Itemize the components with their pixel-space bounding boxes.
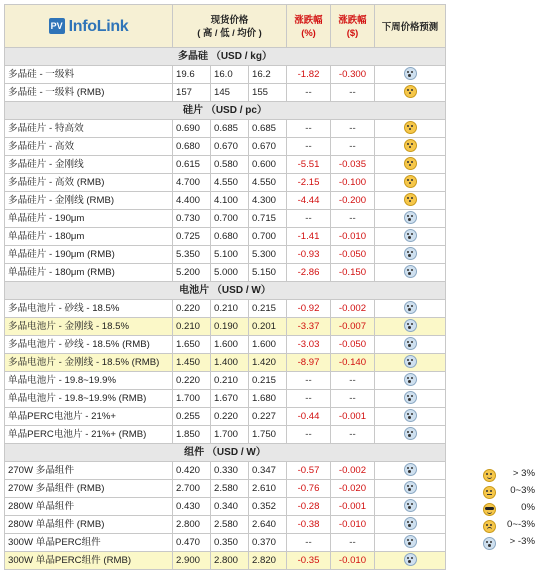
legend-label: 0% <box>521 502 535 513</box>
section-header-row <box>5 282 446 300</box>
table-row <box>5 192 446 210</box>
avg-price-cell: 1.600 <box>249 336 287 354</box>
change-pct-cell: -1.82 <box>287 66 331 84</box>
table-row <box>5 210 446 228</box>
low-price-cell: 0.670 <box>211 138 249 156</box>
forecast-cell <box>375 426 446 444</box>
low-price-cell: 0.340 <box>211 498 249 516</box>
high-price-cell: 0.730 <box>173 210 211 228</box>
forecast-cell <box>375 156 446 174</box>
avg-price-cell: 1.680 <box>249 390 287 408</box>
forecast-cell <box>375 498 446 516</box>
table-row <box>5 552 446 570</box>
scream-face-icon <box>404 391 417 404</box>
scream-face-icon <box>404 553 417 566</box>
change-pct-cell: -0.92 <box>287 300 331 318</box>
avg-price-cell: 0.685 <box>249 120 287 138</box>
product-name-cell: 单晶电池片 - 19.8~19.9% <box>5 372 173 390</box>
high-price-cell: 0.220 <box>173 300 211 318</box>
avg-price-cell: 0.600 <box>249 156 287 174</box>
change-usd-cell: -0.010 <box>331 228 375 246</box>
infolink-logo <box>8 18 169 34</box>
scream-face-icon <box>404 67 417 80</box>
forecast-cell <box>375 246 446 264</box>
high-price-cell: 1.650 <box>173 336 211 354</box>
product-name-cell: 280W 单晶组件 (RMB) <box>5 516 173 534</box>
table-row <box>5 480 446 498</box>
scream-face-icon <box>404 355 417 368</box>
smile-face-icon <box>483 469 496 482</box>
high-price-cell: 0.220 <box>173 372 211 390</box>
avg-price-cell: 4.550 <box>249 174 287 192</box>
change-pct-cell: -- <box>287 210 331 228</box>
change-pct-cell: -- <box>287 84 331 102</box>
change-usd-cell: -0.300 <box>331 66 375 84</box>
high-price-cell: 0.725 <box>173 228 211 246</box>
forecast-cell <box>375 228 446 246</box>
section-title: 电池片 （USD / W） <box>5 282 446 300</box>
scream-face-icon <box>404 517 417 530</box>
high-price-cell: 0.470 <box>173 534 211 552</box>
change-pct-cell: -3.03 <box>287 336 331 354</box>
forecast-cell <box>375 192 446 210</box>
section-title: 多晶硅 （USD / kg） <box>5 48 446 66</box>
high-price-cell: 2.800 <box>173 516 211 534</box>
low-price-cell: 0.680 <box>211 228 249 246</box>
change-usd-cell: -0.002 <box>331 300 375 318</box>
legend-label: > 3% <box>512 468 535 479</box>
section-title: 硅片 （USD / pc） <box>5 102 446 120</box>
change-pct-cell: -0.38 <box>287 516 331 534</box>
change-usd-cell: -0.200 <box>331 192 375 210</box>
change-pct-cell: -8.97 <box>287 354 331 372</box>
high-price-cell: 157 <box>173 84 211 102</box>
forecast-cell <box>375 264 446 282</box>
change-pct-cell: -3.37 <box>287 318 331 336</box>
avg-price-cell: 0.352 <box>249 498 287 516</box>
change-usd-cell: -- <box>331 534 375 552</box>
low-price-cell: 4.100 <box>211 192 249 210</box>
avg-price-cell: 0.715 <box>249 210 287 228</box>
table-row <box>5 300 446 318</box>
legend-label: 0~3% <box>510 485 535 496</box>
low-price-cell: 0.330 <box>211 462 249 480</box>
forecast-cell <box>375 210 446 228</box>
spot-price-header-line1: 现货价格 <box>210 14 249 25</box>
product-name-cell: 单晶硅片 - 190μm <box>5 210 173 228</box>
forecast-cell <box>375 462 446 480</box>
legend-label: 0~-3% <box>507 519 535 530</box>
forecast-cell <box>375 66 446 84</box>
spot-price-header-line2: ( 高 / 低 / 均价 ) <box>197 27 262 38</box>
change-usd-cell: -- <box>331 426 375 444</box>
high-price-cell: 5.200 <box>173 264 211 282</box>
low-price-cell: 4.550 <box>211 174 249 192</box>
forecast-cell <box>375 480 446 498</box>
table-header-row <box>5 5 446 48</box>
change-usd-cell: -0.010 <box>331 552 375 570</box>
change-usd-cell: -0.001 <box>331 498 375 516</box>
product-name-cell: 280W 单晶组件 <box>5 498 173 516</box>
forecast-cell <box>375 336 446 354</box>
product-name-cell: 多晶硅片 - 高效 (RMB) <box>5 174 173 192</box>
avg-price-cell: 0.670 <box>249 138 287 156</box>
change-pct-cell: -- <box>287 120 331 138</box>
table-row <box>5 390 446 408</box>
forecast-cell <box>375 372 446 390</box>
high-price-cell: 2.700 <box>173 480 211 498</box>
change-usd-cell: -- <box>331 84 375 102</box>
change-pct-cell: -- <box>287 534 331 552</box>
table-row <box>5 246 446 264</box>
product-name-cell: 多晶硅片 - 特高效 <box>5 120 173 138</box>
low-price-cell: 1.400 <box>211 354 249 372</box>
change-pct-header-line2: (%) <box>301 27 316 38</box>
forecast-cell <box>375 516 446 534</box>
product-name-cell: 270W 多晶组件 <box>5 462 173 480</box>
legend-item <box>483 500 545 517</box>
change-pct-cell: -0.35 <box>287 552 331 570</box>
change-pct-cell: -- <box>287 372 331 390</box>
forecast-header: 下周价格预测 <box>375 5 446 48</box>
product-name-cell: 单晶PERC电池片 - 21%+ <box>5 408 173 426</box>
legend-label: > -3% <box>509 536 535 547</box>
forecast-cell <box>375 354 446 372</box>
change-pct-cell: -2.86 <box>287 264 331 282</box>
avg-price-cell: 2.820 <box>249 552 287 570</box>
table-row <box>5 372 446 390</box>
low-price-cell: 2.580 <box>211 516 249 534</box>
scream-face-icon <box>404 247 417 260</box>
low-price-cell: 2.800 <box>211 552 249 570</box>
change-usd-cell: -- <box>331 372 375 390</box>
avg-price-cell: 16.2 <box>249 66 287 84</box>
avg-price-cell: 1.750 <box>249 426 287 444</box>
avg-price-cell: 0.215 <box>249 300 287 318</box>
section-header-row <box>5 48 446 66</box>
table-row <box>5 462 446 480</box>
table-row <box>5 318 446 336</box>
avg-price-cell: 0.347 <box>249 462 287 480</box>
table-row <box>5 426 446 444</box>
product-name-cell: 300W 单晶PERC组件 (RMB) <box>5 552 173 570</box>
scream-face-icon <box>404 319 417 332</box>
avg-price-cell: 0.370 <box>249 534 287 552</box>
product-name-cell: 多晶硅 - 一级料 <box>5 66 173 84</box>
change-pct-cell: -0.44 <box>287 408 331 426</box>
table-row <box>5 498 446 516</box>
change-pct-cell: -4.44 <box>287 192 331 210</box>
change-usd-cell: -0.140 <box>331 354 375 372</box>
change-pct-header <box>287 5 331 48</box>
scream-face-icon <box>404 337 417 350</box>
avg-price-cell: 155 <box>249 84 287 102</box>
change-pct-cell: -0.76 <box>287 480 331 498</box>
low-price-cell: 0.220 <box>211 408 249 426</box>
change-usd-cell: -- <box>331 120 375 138</box>
forecast-cell <box>375 300 446 318</box>
wow-face-icon <box>404 139 417 152</box>
scream-face-icon <box>483 537 496 550</box>
avg-price-cell: 0.700 <box>249 228 287 246</box>
low-price-cell: 1.700 <box>211 426 249 444</box>
table-row <box>5 354 446 372</box>
high-price-cell: 0.255 <box>173 408 211 426</box>
avg-price-cell: 4.300 <box>249 192 287 210</box>
table-row <box>5 66 446 84</box>
table-row <box>5 120 446 138</box>
low-price-cell: 1.600 <box>211 336 249 354</box>
product-name-cell: 多晶电池片 - 金刚线 - 18.5% <box>5 318 173 336</box>
avg-price-cell: 0.201 <box>249 318 287 336</box>
wow-face-icon <box>404 175 417 188</box>
change-usd-cell: -- <box>331 138 375 156</box>
high-price-cell: 1.450 <box>173 354 211 372</box>
change-usd-cell: -0.002 <box>331 462 375 480</box>
product-name-cell: 单晶电池片 - 19.8~19.9% (RMB) <box>5 390 173 408</box>
product-name-cell: 单晶硅片 - 190μm (RMB) <box>5 246 173 264</box>
avg-price-cell: 2.640 <box>249 516 287 534</box>
logo-text: InfoLink <box>68 17 129 35</box>
low-price-cell: 145 <box>211 84 249 102</box>
low-price-cell: 16.0 <box>211 66 249 84</box>
scream-face-icon <box>404 301 417 314</box>
scream-face-icon <box>404 463 417 476</box>
legend-item <box>483 517 545 534</box>
scream-face-icon <box>404 211 417 224</box>
product-name-cell: 单晶硅片 - 180μm <box>5 228 173 246</box>
change-usd-cell: -0.001 <box>331 408 375 426</box>
scream-face-icon <box>404 265 417 278</box>
wow-face-icon <box>404 85 417 98</box>
low-price-cell: 5.100 <box>211 246 249 264</box>
forecast-cell <box>375 318 446 336</box>
forecast-cell <box>375 84 446 102</box>
section-header-row <box>5 102 446 120</box>
change-usd-cell: -0.010 <box>331 516 375 534</box>
low-price-cell: 2.580 <box>211 480 249 498</box>
scream-face-icon <box>404 499 417 512</box>
product-name-cell: 多晶硅片 - 金刚线 (RMB) <box>5 192 173 210</box>
table-row <box>5 84 446 102</box>
forecast-legend <box>483 466 545 551</box>
change-pct-cell: -- <box>287 390 331 408</box>
avg-price-cell: 0.215 <box>249 372 287 390</box>
change-pct-cell: -0.28 <box>287 498 331 516</box>
change-usd-header-line1: 涨跌幅 <box>338 14 367 25</box>
low-price-cell: 5.000 <box>211 264 249 282</box>
high-price-cell: 0.420 <box>173 462 211 480</box>
scream-face-icon <box>404 373 417 386</box>
change-usd-cell: -0.050 <box>331 246 375 264</box>
high-price-cell: 0.680 <box>173 138 211 156</box>
avg-price-cell: 5.300 <box>249 246 287 264</box>
low-price-cell: 0.700 <box>211 210 249 228</box>
product-name-cell: 300W 单晶PERC组件 <box>5 534 173 552</box>
high-price-cell: 1.700 <box>173 390 211 408</box>
product-name-cell: 多晶电池片 - 砂线 - 18.5% <box>5 300 173 318</box>
product-name-cell: 270W 多晶组件 (RMB) <box>5 480 173 498</box>
high-price-cell: 2.900 <box>173 552 211 570</box>
neutral-face-icon <box>483 486 496 499</box>
scream-face-icon <box>404 229 417 242</box>
high-price-cell: 0.615 <box>173 156 211 174</box>
forecast-cell <box>375 534 446 552</box>
scream-face-icon <box>404 427 417 440</box>
scream-face-icon <box>404 535 417 548</box>
change-pct-cell: -0.93 <box>287 246 331 264</box>
high-price-cell: 4.400 <box>173 192 211 210</box>
table-row <box>5 156 446 174</box>
low-price-cell: 0.190 <box>211 318 249 336</box>
legend-item <box>483 466 545 483</box>
change-pct-header-line1: 涨跌幅 <box>294 14 323 25</box>
table-row <box>5 138 446 156</box>
product-name-cell: 多晶硅 - 一级料 (RMB) <box>5 84 173 102</box>
table-row <box>5 408 446 426</box>
spot-price-header <box>173 5 287 48</box>
change-usd-cell: -0.150 <box>331 264 375 282</box>
section-header-row <box>5 444 446 462</box>
change-usd-cell: -0.050 <box>331 336 375 354</box>
logo-cell <box>5 5 173 48</box>
cool-face-icon <box>483 503 496 516</box>
worried-face-icon <box>483 520 496 533</box>
product-name-cell: 单晶PERC电池片 - 21%+ (RMB) <box>5 426 173 444</box>
wow-face-icon <box>404 193 417 206</box>
wow-face-icon <box>404 121 417 134</box>
change-usd-header-line2: ($) <box>346 27 359 38</box>
forecast-cell <box>375 390 446 408</box>
price-table <box>4 4 446 570</box>
low-price-cell: 1.670 <box>211 390 249 408</box>
forecast-cell <box>375 120 446 138</box>
price-table-body <box>5 5 446 570</box>
low-price-cell: 0.350 <box>211 534 249 552</box>
pv-logo-icon: PV <box>49 18 65 34</box>
forecast-cell <box>375 552 446 570</box>
wow-face-icon <box>404 157 417 170</box>
forecast-cell <box>375 174 446 192</box>
high-price-cell: 4.700 <box>173 174 211 192</box>
change-pct-cell: -- <box>287 138 331 156</box>
high-price-cell: 0.690 <box>173 120 211 138</box>
forecast-cell <box>375 138 446 156</box>
table-row <box>5 336 446 354</box>
section-title: 组件 （USD / W） <box>5 444 446 462</box>
table-row <box>5 534 446 552</box>
change-pct-cell: -5.51 <box>287 156 331 174</box>
change-pct-cell: -1.41 <box>287 228 331 246</box>
high-price-cell: 0.210 <box>173 318 211 336</box>
product-name-cell: 多晶硅片 - 高效 <box>5 138 173 156</box>
change-pct-cell: -2.15 <box>287 174 331 192</box>
legend-item <box>483 483 545 500</box>
change-usd-cell: -0.035 <box>331 156 375 174</box>
change-usd-header <box>331 5 375 48</box>
product-name-cell: 多晶电池片 - 金刚线 - 18.5% (RMB) <box>5 354 173 372</box>
product-name-cell: 单晶硅片 - 180μm (RMB) <box>5 264 173 282</box>
forecast-cell <box>375 408 446 426</box>
legend-item <box>483 534 545 551</box>
avg-price-cell: 5.150 <box>249 264 287 282</box>
table-row <box>5 228 446 246</box>
high-price-cell: 0.430 <box>173 498 211 516</box>
change-pct-cell: -0.57 <box>287 462 331 480</box>
table-row <box>5 174 446 192</box>
product-name-cell: 多晶硅片 - 金刚线 <box>5 156 173 174</box>
high-price-cell: 19.6 <box>173 66 211 84</box>
avg-price-cell: 0.227 <box>249 408 287 426</box>
low-price-cell: 0.210 <box>211 300 249 318</box>
low-price-cell: 0.210 <box>211 372 249 390</box>
change-usd-cell: -- <box>331 210 375 228</box>
change-usd-cell: -0.007 <box>331 318 375 336</box>
change-usd-cell: -0.100 <box>331 174 375 192</box>
avg-price-cell: 1.420 <box>249 354 287 372</box>
change-usd-cell: -0.020 <box>331 480 375 498</box>
scream-face-icon <box>404 409 417 422</box>
table-row <box>5 264 446 282</box>
high-price-cell: 5.350 <box>173 246 211 264</box>
low-price-cell: 0.685 <box>211 120 249 138</box>
table-row <box>5 516 446 534</box>
avg-price-cell: 2.610 <box>249 480 287 498</box>
change-pct-cell: -- <box>287 426 331 444</box>
product-name-cell: 多晶电池片 - 砂线 - 18.5% (RMB) <box>5 336 173 354</box>
scream-face-icon <box>404 481 417 494</box>
high-price-cell: 1.850 <box>173 426 211 444</box>
change-usd-cell: -- <box>331 390 375 408</box>
low-price-cell: 0.580 <box>211 156 249 174</box>
